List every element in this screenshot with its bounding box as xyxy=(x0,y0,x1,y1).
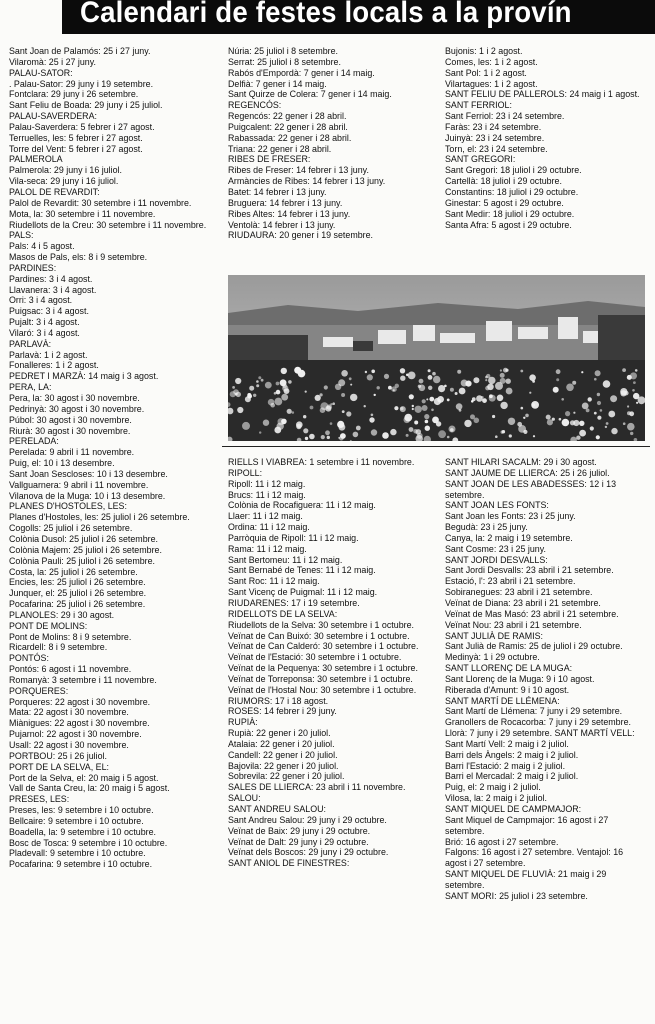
calendar-entry: Vilosa, la: 2 maig i 2 juliol. xyxy=(445,793,547,804)
calendar-entry: PORT DE LA SELVA, EL: xyxy=(9,761,109,772)
calendar-entry: Mata: 22 agost i 30 novembre. xyxy=(9,707,129,718)
calendar-entry: Puigsac: 3 i 4 agost. xyxy=(9,306,89,317)
calendar-entry: Veïnat de Torreponsa: 30 setembre i 1 octubre. xyxy=(228,673,413,684)
calendar-entry: RIBES DE FRESER: xyxy=(228,154,311,165)
calendar-entry: Pocafarina: 25 juliol i 26 setembre. xyxy=(9,599,146,610)
calendar-entry: Preses, les: 9 setembre i 10 octubre. xyxy=(9,805,154,816)
calendar-entry: SANT FELIU DE PALLEROLS: 24 maig i 1 agost. xyxy=(445,89,640,100)
calendar-entry: SANT MARTÍ DE LLÉMENA: xyxy=(445,695,560,706)
calendar-entry: Palau-Saverdera: 5 febrer i 27 agost. xyxy=(9,121,155,132)
calendar-entry: ROSES: 14 febrer i 29 juny. xyxy=(228,706,337,717)
calendar-entry: Púbol: 30 agost i 30 novembre. xyxy=(9,414,132,425)
calendar-entry: Parlavà: 1 i 2 agost. xyxy=(9,349,88,360)
calendar-entry: SANT LLORENÇ DE LA MUGA: xyxy=(445,663,573,674)
calendar-entry: Pujalt: 3 i 4 agost. xyxy=(9,317,80,328)
calendar-entry: Boadella, la: 9 setembre i 10 octubre. xyxy=(9,826,157,837)
calendar-entry: PRESES, LES: xyxy=(9,794,70,805)
calendar-entry: SANT JOAN DE LES ABADESSES: 12 i 13 setembre. xyxy=(445,478,616,500)
calendar-entry: SANT GREGORI: xyxy=(445,154,516,165)
calendar-entry: Canya, la: 2 maig i 19 setembre. xyxy=(445,532,573,543)
calendar-entry: Juinyà: 23 i 24 setembre. xyxy=(445,132,545,143)
calendar-entry: Sant Pol: 1 i 2 agost. xyxy=(445,67,527,78)
calendar-entry: PONT DE MOLINS: xyxy=(9,620,88,631)
calendar-entry: Costa, la: 25 juliol i 26 setembre. xyxy=(9,566,138,577)
calendar-entry: SANT HILARI SACALM: 29 i 30 agost. xyxy=(445,457,597,467)
calendar-entry: Riberada d'Amunt: 9 i 10 agost. xyxy=(445,684,570,695)
calendar-entry: Sant Roc: 11 i 12 maig. xyxy=(228,576,320,587)
calendar-entry: Brió: 16 agost i 27 setembre. xyxy=(445,836,559,847)
calendar-entry: SALES DE LLIERCA: 23 abril i 11 novembre. xyxy=(228,782,406,793)
calendar-entry: Masos de Pals, els: 8 i 9 setembre. xyxy=(9,252,148,263)
calendar-entry: Pals: 4 i 5 agost. xyxy=(9,241,75,252)
calendar-entry: Fontclara: 29 juny i 26 setembre. xyxy=(9,89,139,100)
calendar-entry: SANT JAUME DE LLIERCA: 25 i 26 juliol. xyxy=(445,467,610,478)
calendar-entry: Pontós: 6 agost i 11 novembre. xyxy=(9,664,132,675)
calendar-entry: Veïnat de l'Estació: 30 setembre i 1 octubre. xyxy=(228,652,402,663)
calendar-entry: Faràs: 23 i 24 setembre. xyxy=(445,121,542,132)
calendar-entry: Vilartagues: 1 i 2 agost. xyxy=(445,78,538,89)
calendar-entry: Usall: 22 agost i 30 novembre. xyxy=(9,740,129,750)
calendar-entry: PERELADA: xyxy=(9,436,59,447)
calendar-entry: Rama: 11 i 12 maig. xyxy=(228,543,307,554)
calendar-entry: Veïnat de Baix: 29 juny i 29 octubre. xyxy=(228,825,371,836)
calendar-entry: Terruelles, les: 5 febrer i 27 agost. xyxy=(9,132,143,143)
column-2-top xyxy=(228,46,440,241)
calendar-entry: Delfià: 7 gener i 14 maig. xyxy=(228,78,327,89)
calendar-entry: Riurà: 30 agost i 30 novembre. xyxy=(9,425,131,436)
calendar-entry: SANT JOAN LES FONTS: xyxy=(445,500,549,511)
calendar-entry: Ordina: 11 i 12 maig. xyxy=(228,522,310,533)
calendar-entry: Vilaró: 3 i 4 agost. xyxy=(9,327,80,338)
calendar-entry: Sant Joan Sescloses: 10 i 13 desembre. xyxy=(9,468,168,479)
calendar-entry: RIDELLOTS DE LA SELVA: xyxy=(228,608,338,619)
calendar-entry: Puig, el: 2 maig i 2 juliol. xyxy=(445,782,541,793)
calendar-entry: Sobrevila: 22 gener i 20 juliol. xyxy=(228,771,345,782)
calendar-entry: Encies, les: 25 juliol i 26 setembre. xyxy=(9,577,146,588)
calendar-entry: Medinyà: 1 i 29 octubre. xyxy=(445,652,540,663)
calendar-entry: Port de la Selva, el: 20 maig i 5 agost. xyxy=(9,772,159,783)
calendar-entry: SANT MORI: 25 juliol i 23 setembre. xyxy=(445,890,588,901)
calendar-entry: PLANES D'HOSTOLES, LES: xyxy=(9,501,127,512)
calendar-entry: Falgons: 16 agost i 27 setembre. Ventajol: 16 agost i 27 setembre. xyxy=(445,847,624,869)
calendar-entry: Ribes Altes: 14 febrer i 13 juny. xyxy=(228,208,351,219)
calendar-entry: Veïnat de Diana: 23 abril i 21 setembre. xyxy=(445,597,601,608)
calendar-entry: Fonalleres: 1 i 2 agost. xyxy=(9,360,99,371)
calendar-entry: PALMEROLA xyxy=(9,154,63,165)
calendar-entry: Núria: 25 juliol i 8 setembre. xyxy=(228,46,339,56)
calendar-entry: RUPIÀ: xyxy=(228,717,258,728)
calendar-entry: Sant Bertomeu: 11 i 12 maig. xyxy=(228,554,343,565)
calendar-entry: Llorà: 7 juny i 29 setembre. SANT MARTÍ VELL: xyxy=(445,728,635,739)
calendar-entry: Rabós d'Empordà: 7 gener i 14 maig. xyxy=(228,67,375,78)
calendar-entry: Veïnat de l'Hostal Nou: 30 setembre i 1 octubre. xyxy=(228,684,417,695)
calendar-entry: . Palau-Sator: 29 juny i 19 setembre. xyxy=(9,78,154,89)
calendar-entry: Bellcaire: 9 setembre i 10 octubre. xyxy=(9,815,144,826)
calendar-entry: Brucs: 11 i 12 maig. xyxy=(228,489,306,500)
calendar-entry: PALS: xyxy=(9,230,34,241)
calendar-entry: Pardines: 3 i 4 agost. xyxy=(9,273,93,284)
calendar-entry: Sant Andreu Salou: 29 juny i 29 octubre. xyxy=(228,814,387,825)
calendar-entry: Porqueres: 22 agost i 30 novembre. xyxy=(9,696,151,707)
column-2-bottom xyxy=(228,457,440,869)
calendar-entry: PERA, LA: xyxy=(9,382,52,393)
calendar-entry: PORQUERES: xyxy=(9,685,69,696)
calendar-entry: Ripoll: 11 i 12 maig. xyxy=(228,478,306,489)
calendar-entry: Veïnat de Mas Masó: 23 abril i 21 setembre. xyxy=(445,608,619,619)
calendar-entry: Constantins: 18 juliol i 29 octubre. xyxy=(445,186,579,197)
calendar-entry: Pont de Molins: 8 i 9 setembre. xyxy=(9,631,132,642)
calendar-entry: Veïnat de Dalt: 29 juny i 29 octubre. xyxy=(228,836,369,847)
calendar-entry: Batet: 14 febrer i 13 juny. xyxy=(228,186,327,197)
calendar-entry: Bajovila: 22 gener i 20 juliol. xyxy=(228,760,339,771)
calendar-entry: Veïnat Nou: 23 abril i 21 setembre. xyxy=(445,619,582,630)
calendar-entry: Bujonis: 1 i 2 agost. xyxy=(445,46,523,56)
calendar-entry: Llavanera: 3 i 4 agost. xyxy=(9,284,97,295)
calendar-entry: Pocafarina: 9 setembre i 10 octubre. xyxy=(9,859,153,870)
calendar-entry: PALAU-SAVERDERA: xyxy=(9,111,97,122)
calendar-entry: Palmerola: 29 juny i 16 juliol. xyxy=(9,165,122,176)
calendar-entry: Parròquia de Ripoll: 11 i 12 maig. xyxy=(228,532,359,543)
town-photo xyxy=(228,275,645,441)
calendar-entry: SANT MIQUEL DE FLUVIÀ: 21 maig i 29 setembre. xyxy=(445,869,607,890)
calendar-entry: Pera, la: 30 agost i 30 novembre. xyxy=(9,393,140,403)
calendar-entry: Vallguarnera: 9 abril i 11 novembre. xyxy=(9,479,149,490)
calendar-entry: Sant Cosme: 23 i 25 juny. xyxy=(445,543,546,554)
calendar-entry: Granollers de Rocacorba: 7 juny i 29 setembre. xyxy=(445,717,631,728)
calendar-entry: Sant Quirze de Colera: 7 gener i 14 maig. xyxy=(228,89,392,100)
calendar-entry: Santa Afra: 5 agost i 29 octubre. xyxy=(445,219,572,230)
calendar-entry: REGENCÓS: xyxy=(228,100,282,111)
calendar-entry: Mota, la: 30 setembre i 11 novembre. xyxy=(9,208,156,219)
column-1 xyxy=(9,46,217,870)
calendar-entry: Sant Miquel de Campmajor: 16 agost i 27 setembre. xyxy=(445,814,609,836)
title-bar xyxy=(62,0,655,34)
calendar-entry: Bosc de Tosca: 9 setembre i 10 octubre. xyxy=(9,837,168,848)
calendar-entry: Estació, l': 23 abril i 21 setembre. xyxy=(445,576,576,587)
calendar-entry: Candell: 22 gener i 20 juliol. xyxy=(228,749,338,760)
calendar-entry: Llaer: 11 i 12 maig. xyxy=(228,511,303,522)
calendar-entry: Sant Martí Vell: 2 maig i 2 juliol. xyxy=(445,738,569,749)
calendar-entry: Sant Gregori: 18 juliol i 29 octubre. xyxy=(445,165,582,176)
calendar-entry: Bruguera: 14 febrer i 13 juny. xyxy=(228,197,343,208)
calendar-entry: Colònia Dusol: 25 juliol i 26 setembre. xyxy=(9,533,158,544)
calendar-entry: PARDINES: xyxy=(9,262,57,273)
calendar-entry: Vall de Santa Creu, la: 20 maig i 5 agost. xyxy=(9,783,170,794)
calendar-entry: Triana: 22 gener i 28 abril. xyxy=(228,143,332,154)
calendar-entry: Ribes de Freser: 14 febrer i 13 juny. xyxy=(228,165,369,176)
calendar-entry: Sant Joan de Palamós: 25 i 27 juny. xyxy=(9,46,151,56)
calendar-entry: Sant Llorenç de la Muga: 9 i 10 agost. xyxy=(445,673,595,684)
calendar-entry: Orri: 3 i 4 agost. xyxy=(9,295,73,306)
calendar-entry: Colònia Pauli: 25 juliol i 26 setembre. xyxy=(9,555,156,566)
calendar-entry: Perelada: 9 abril i 11 novembre. xyxy=(9,447,135,458)
calendar-entry: Rabassada: 22 gener i 28 abril. xyxy=(228,132,352,143)
calendar-entry: Veïnat de Can Calderó: 30 setembre i 1 octubre. xyxy=(228,641,419,652)
calendar-entry: Sant Ferriol: 23 i 24 setembre. xyxy=(445,111,565,122)
calendar-entry: Pujarnol: 22 agost i 30 novembre. xyxy=(9,729,142,740)
calendar-entry: SANT ANIOL DE FINESTRES: xyxy=(228,858,350,869)
calendar-entry: SANT JORDI DESVALLS: xyxy=(445,554,548,565)
calendar-entry: Junquer, el: 25 juliol i 26 setembre. xyxy=(9,588,147,599)
calendar-entry: PEDRET I MARZÀ: 14 maig i 3 agost. xyxy=(9,371,159,382)
calendar-entry: Palol de Revardit: 30 setembre i 11 novembre. xyxy=(9,197,192,208)
calendar-entry: Cartellà: 18 juliol i 29 octubre. xyxy=(445,176,562,187)
calendar-entry: PALAU-SATOR: xyxy=(9,67,73,78)
calendar-entry: RIUMORS: 17 i 18 agost. xyxy=(228,695,329,706)
calendar-entry: Pladevall: 9 setembre i 10 octubre. xyxy=(9,848,146,859)
calendar-entry: Sant Julià de Ramis: 25 de juliol i 29 octubre. xyxy=(445,641,623,652)
calendar-entry: Sant Bernabé de Tenes: 11 i 12 maig. xyxy=(228,565,376,576)
calendar-entry: Pedrinyà: 30 agost i 30 novembre. xyxy=(9,403,145,414)
section-divider xyxy=(222,446,650,447)
calendar-entry: Torn, el: 23 i 24 setembre. xyxy=(445,143,548,154)
calendar-entry: Sant Feliu de Boada: 29 juny i 25 juliol. xyxy=(9,100,163,111)
calendar-entry: SANT JULIÀ DE RAMIS: xyxy=(445,630,543,641)
calendar-entry: Ginestar: 5 agost i 29 octubre. xyxy=(445,197,564,208)
calendar-entry: Vilanova de la Muga: 10 i 13 desembre. xyxy=(9,490,166,501)
calendar-entry: Romanyà: 3 setembre i 11 novembre. xyxy=(9,674,157,685)
calendar-entry: Atalaia: 22 gener i 20 juliol. xyxy=(228,738,335,749)
calendar-entry: PALOL DE REVARDIT: xyxy=(9,186,100,197)
calendar-entry: Miànigues: 22 agost i 30 novembre. xyxy=(9,718,150,729)
calendar-entry: SALOU: xyxy=(228,793,261,804)
calendar-entry: PONTÓS: xyxy=(9,653,49,664)
calendar-entry: Barri dels Àngels: 2 maig i 2 juliol. xyxy=(445,749,579,760)
calendar-entry: Comes, les: 1 i 2 agost. xyxy=(445,56,538,67)
calendar-entry: Ventolà: 14 febrer i 13 juny. xyxy=(228,219,336,230)
calendar-entry: Sant Joan les Fonts: 23 i 25 juny. xyxy=(445,511,576,522)
calendar-entry: Colònia de Rocafiguera: 11 i 12 maig. xyxy=(228,500,376,511)
calendar-entry: Torre del Vent: 5 febrer i 27 agost. xyxy=(9,143,143,154)
calendar-entry: Puigcalent: 22 gener i 28 abril. xyxy=(228,121,348,132)
calendar-entry: RIUDARENES: 17 i 19 setembre. xyxy=(228,597,360,608)
calendar-entry: Serrat: 25 juliol i 8 setembre. xyxy=(228,56,341,67)
calendar-entry: SANT FERRIOL: xyxy=(445,100,512,111)
calendar-entry: Riudellots de la Creu: 30 setembre i 11 novembre. xyxy=(9,219,207,230)
calendar-entry: Barri l'Estació: 2 maig i 2 juliol. xyxy=(445,760,566,771)
calendar-entry: Sobiranegues: 23 abril i 21 setembre. xyxy=(445,587,593,598)
calendar-entry: Colònia Majem: 25 juliol i 26 setembre. xyxy=(9,544,162,555)
calendar-entry: Barri el Mercadal: 2 maig i 2 juliol. xyxy=(445,771,579,782)
calendar-entry: Sant Medir: 18 juliol i 29 octubre. xyxy=(445,208,575,219)
calendar-entry: Sant Martí de Llémena: 7 juny i 29 setembre. xyxy=(445,706,623,717)
calendar-entry: Regencós: 22 gener i 28 abril. xyxy=(228,111,347,122)
calendar-entry: Cogolls: 25 juliol i 26 setembre. xyxy=(9,523,133,534)
calendar-entry: Veïnat dels Boscos: 29 juny i 29 octubre. xyxy=(228,847,389,858)
calendar-entry: Rupià: 22 gener i 20 juliol. xyxy=(228,728,331,739)
calendar-entry: Puig, el: 10 i 13 desembre. xyxy=(9,458,115,469)
column-3-top xyxy=(445,46,645,230)
calendar-entry: PORTBOU: 25 i 26 juliol. xyxy=(9,750,107,761)
calendar-entry: Veïnat de Can Buixó: 30 setembre i 1 octubre. xyxy=(228,630,410,641)
calendar-entry: RIELLS I VIABREA: 1 setembre i 11 novembre. xyxy=(228,457,415,467)
calendar-entry: PLANOLES: 29 i 30 agost. xyxy=(9,609,115,620)
calendar-entry: SANT MIQUEL DE CAMPMAJOR: xyxy=(445,804,582,814)
calendar-entry: Vila-seca: 29 juny i 16 juliol. xyxy=(9,176,119,187)
town-photo-image xyxy=(228,275,645,441)
calendar-entry: Planes d'Hostoles, les: 25 juliol i 26 setembre. xyxy=(9,512,190,523)
calendar-entry: Sant Jordi Desvalls: 23 abril i 21 setembre. xyxy=(445,565,614,576)
calendar-entry: PARLAVÀ: xyxy=(9,338,52,349)
calendar-entry: SANT ANDREU SALOU: xyxy=(228,804,326,814)
calendar-entry: Riudellots de la Selva: 30 setembre i 1 octubre. xyxy=(228,619,414,630)
calendar-entry: Armàncies de Ribes: 14 febrer i 13 juny. xyxy=(228,176,386,187)
calendar-entry: RIPOLL: xyxy=(228,467,263,478)
calendar-entry: Veïnat de la Pequenya: 30 setembre i 1 octubre. xyxy=(228,663,418,674)
column-3-bottom xyxy=(445,457,645,902)
calendar-entry: RIUDAURA: 20 gener i 19 setembre. xyxy=(228,230,374,241)
calendar-entry: Ricardell: 8 i 9 setembre. xyxy=(9,642,108,653)
title-banner xyxy=(0,0,655,36)
calendar-entry: Vilaromà: 25 i 27 juny. xyxy=(9,56,96,67)
calendar-entry: Begudà: 23 i 25 juny. xyxy=(445,522,528,533)
page-title: Calendari de festes locals a la provín xyxy=(80,0,572,29)
calendar-entry: Sant Vicenç de Puigmal: 11 i 12 maig. xyxy=(228,587,378,598)
